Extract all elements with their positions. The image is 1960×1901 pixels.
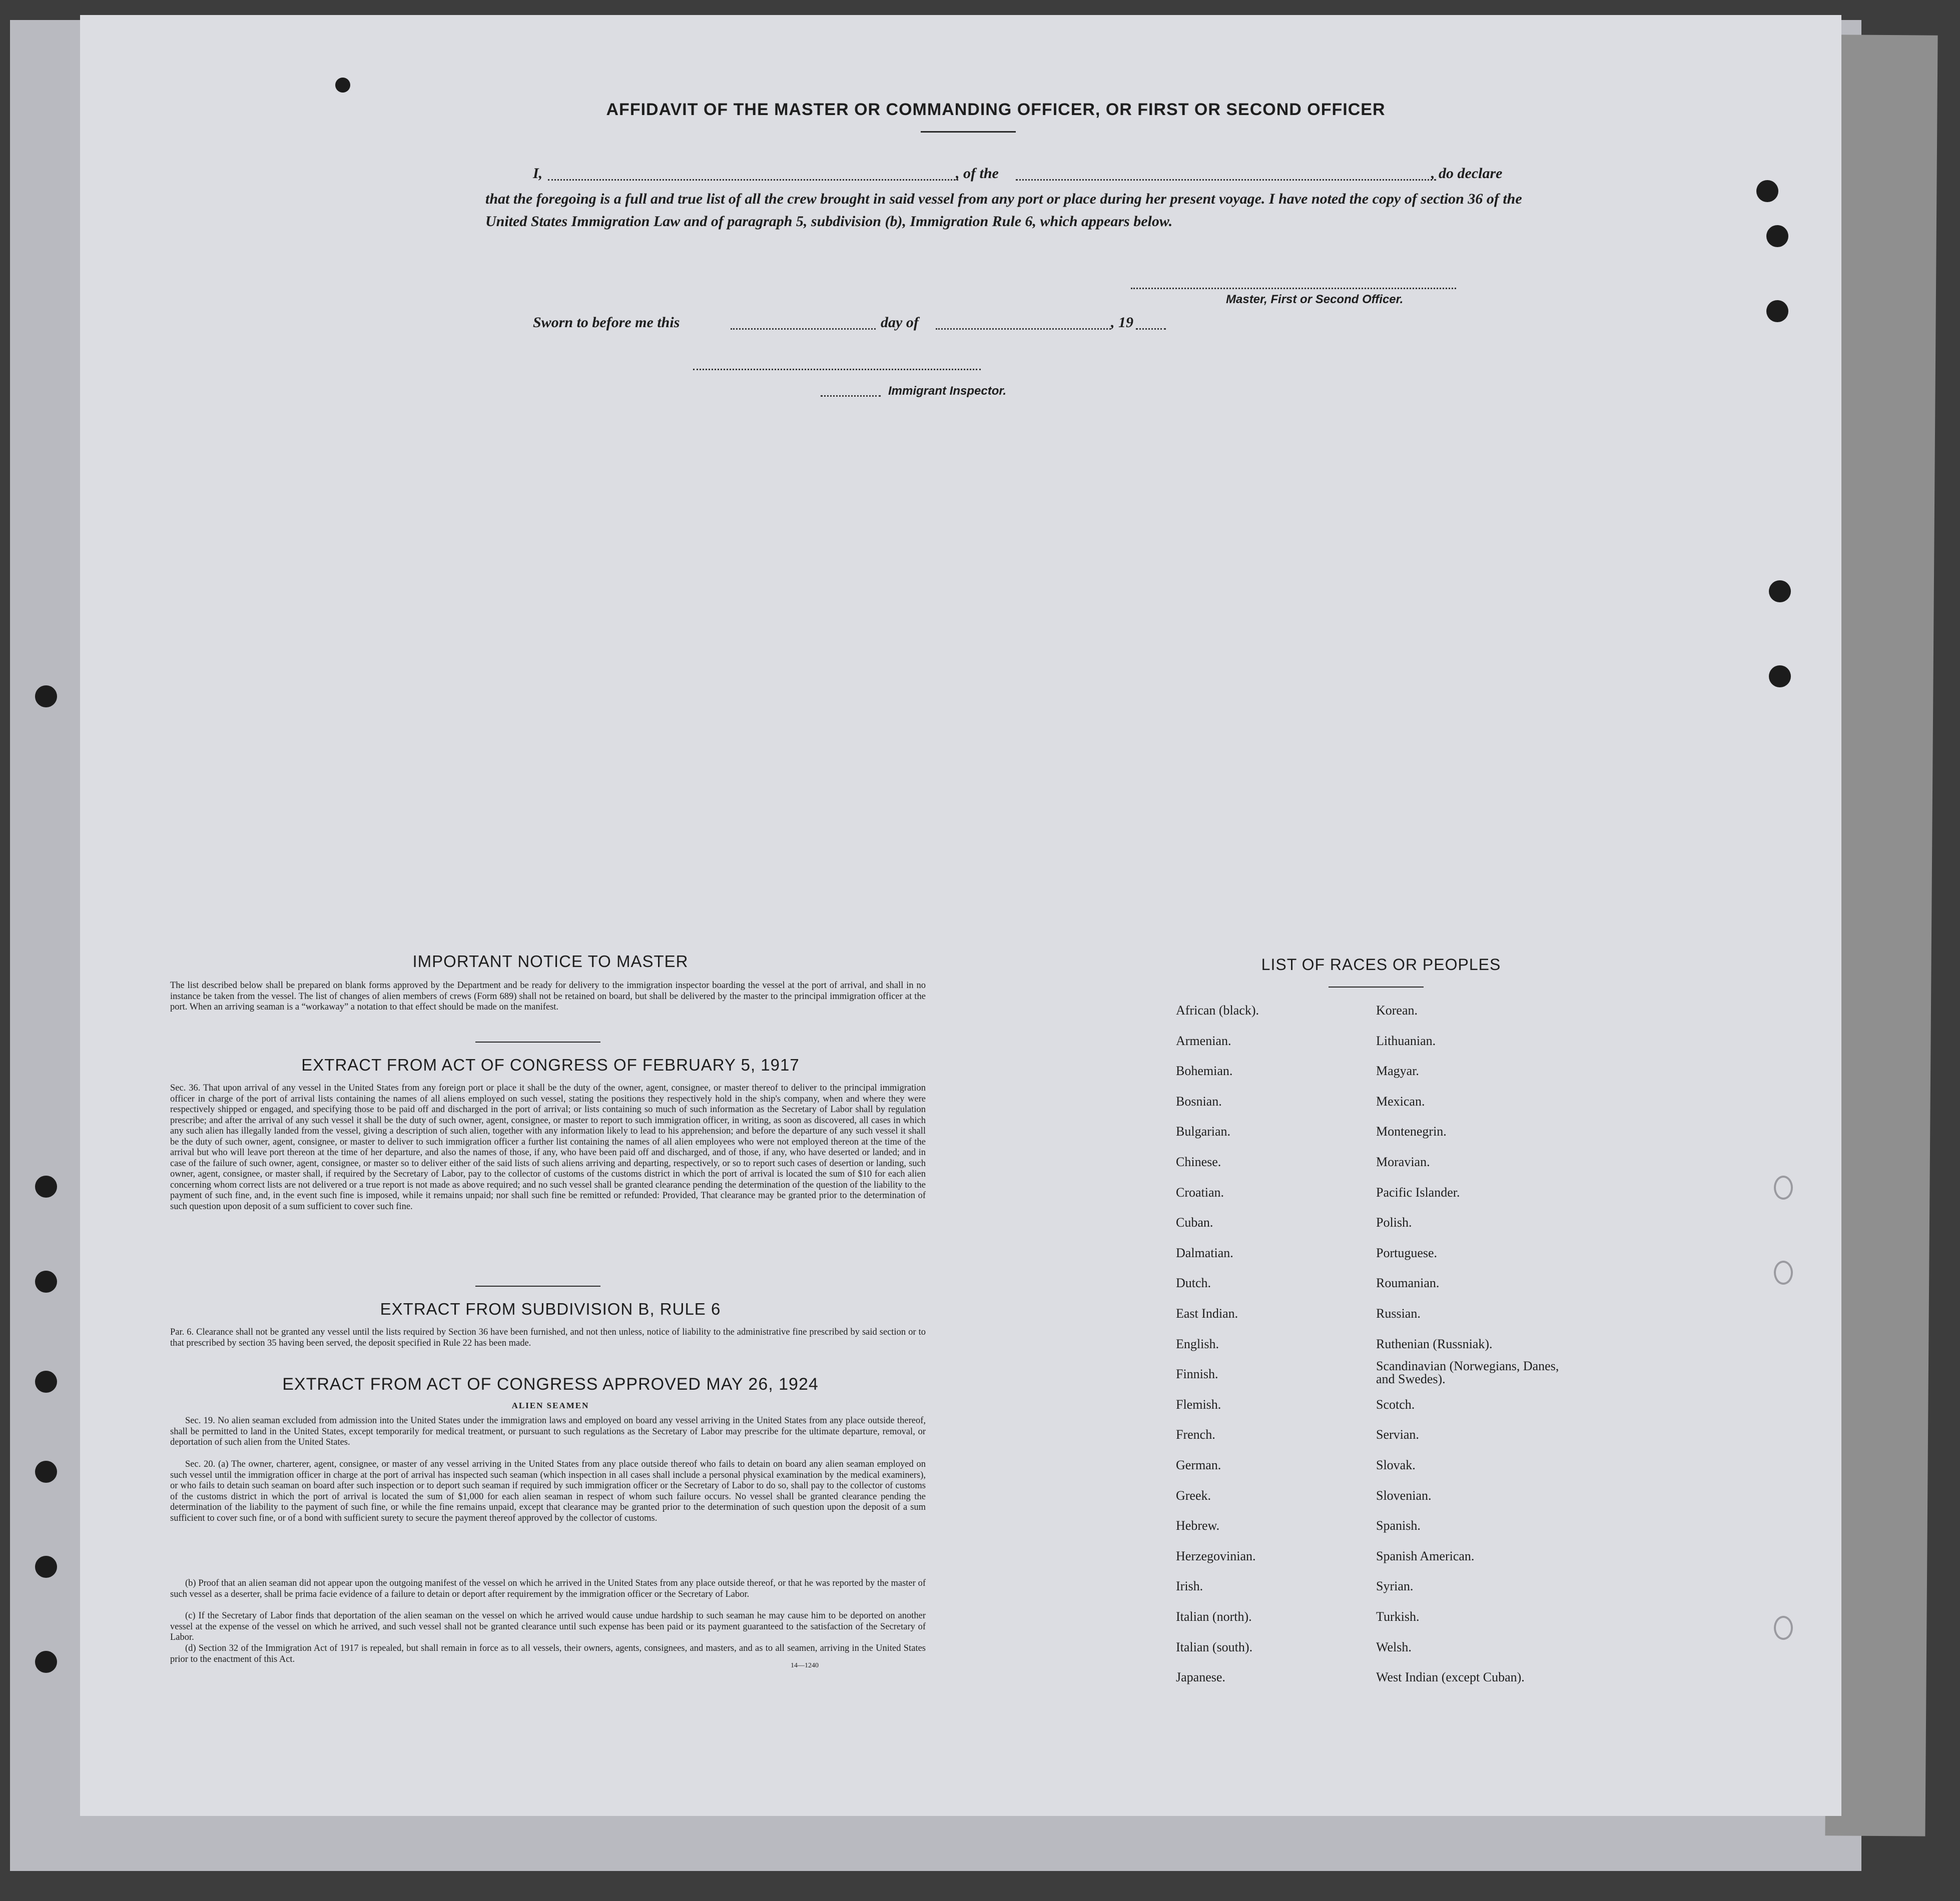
race-item: Scotch. [1376, 1397, 1415, 1412]
binder-hole [35, 1651, 57, 1673]
race-item: Ruthenian (Russniak). [1376, 1336, 1493, 1351]
print-code: 14—1240 [791, 1662, 819, 1669]
race-item: Bosnian. [1176, 1094, 1222, 1109]
race-item: Portuguese. [1376, 1245, 1438, 1260]
binder-hole [35, 1556, 57, 1578]
inspector-short-line [821, 395, 881, 397]
binder-hole [1774, 1176, 1793, 1200]
binder-hole [1769, 665, 1791, 687]
notice-text: The list described below shall be prepared on blank forms approved by the Department and be ready for delivery to the immigration inspector boarding the vessel at the port of arrival, and shall in no instance be taken from the vessel. The list of changes of alien members of crews (Form 689) shall not be retained on board, but shall be delivered by the master to the principal immigration officer at the port. When an arriving seaman is a “workaway” a notation to that effect should be made on the manifest. [170, 981, 926, 1012]
affidavit-paragraph: that the foregoing is a full and true list of all the crew brought in said vessel from any port or place during her present voyage. I have noted the copy of section 36 of the United States Immigration Law and of paragraph 5, subdivision (b), Immigration Rule 6, which appears below. [485, 191, 1522, 230]
divider [475, 1042, 600, 1043]
race-item: Dutch. [1176, 1276, 1211, 1291]
race-item: Herzegovinian. [1176, 1548, 1256, 1563]
race-item: Pacific Islander. [1376, 1185, 1460, 1200]
race-item: Russian. [1376, 1306, 1421, 1321]
year-label: , 19 [1111, 314, 1133, 331]
race-item: Hebrew. [1176, 1518, 1220, 1533]
binder-hole [35, 1461, 57, 1483]
race-item: Servian. [1376, 1427, 1419, 1442]
extract-1917-title: EXTRACT FROM ACT OF CONGRESS OF FEBRUARY 5, 1917 [301, 1056, 800, 1074]
inspector-label: Immigrant Inspector. [888, 384, 1007, 398]
binder-hole [1766, 225, 1788, 247]
race-item: Turkish. [1376, 1609, 1420, 1624]
races-divider [1329, 987, 1424, 988]
race-item: Cuban. [1176, 1215, 1213, 1230]
race-item: Irish. [1176, 1579, 1203, 1594]
extract-rule6-text: Par. 6. Clearance shall not be granted any vessel until the lists required by Section 36 have been furnished, and not then unless, notice of liability to the administrative fine prescribed by said section or to that prescribed by section 35 having been served, the deposit specified in Rule 22 has been made. [170, 1327, 926, 1348]
officer-name-line [548, 179, 958, 181]
year-line [1136, 328, 1166, 330]
master-signature-line [1131, 288, 1456, 289]
master-label: Master, First or Second Officer. [1226, 293, 1404, 306]
race-item: Dalmatian. [1176, 1245, 1233, 1260]
race-item: Welsh. [1376, 1639, 1412, 1654]
race-item: Lithuanian. [1376, 1033, 1436, 1048]
vessel-name-line [1016, 179, 1436, 181]
race-item: Spanish. [1376, 1518, 1421, 1533]
race-item: Slovak. [1376, 1458, 1416, 1472]
race-item: Croatian. [1176, 1185, 1224, 1200]
binder-hole [35, 1271, 57, 1293]
race-item: Roumanian. [1376, 1276, 1440, 1291]
race-item: Flemish. [1176, 1397, 1221, 1412]
binder-hole [335, 78, 350, 93]
alien-seamen-subtitle: ALIEN SEAMEN [511, 1401, 589, 1410]
race-item: Bohemian. [1176, 1064, 1233, 1079]
race-item: Armenian. [1176, 1033, 1231, 1048]
race-item: French. [1176, 1427, 1215, 1442]
race-item: Mexican. [1376, 1094, 1425, 1109]
sec19-text: Sec. 19. No alien seaman excluded from admission into the United States under the immigration laws and employed on board any vessel arriving in the United States from any place outside thereof, shall be permitted to land in the United States, except temporarily for medical treatment, or pursuant to such regulations as the Secretary of Labor may prescribe for the ultimate departure, removal, or deportation of such alien from the United States. [170, 1416, 926, 1447]
month-line [936, 328, 1111, 330]
race-item: Korean. [1376, 1003, 1418, 1018]
manifest-page [80, 15, 1841, 1816]
extract-rule6-title: EXTRACT FROM SUBDIVISION B, RULE 6 [380, 1300, 721, 1318]
binder-hole [1774, 1261, 1793, 1285]
binder-hole [35, 685, 57, 707]
sec20b-text: (b) Proof that an alien seaman did not appear upon the outgoing manifest of the vessel on which he arrived in the United States from any place outside thereof, or that he was reported by the master of such vessel as a deserter, shall be prima facie evidence of a failure to detain or deport after requirement by the immigration officer or the Secretary of Labor. [170, 1578, 926, 1599]
extract-1924-title: EXTRACT FROM ACT OF CONGRESS APPROVED MAY 26, 1924 [282, 1375, 819, 1394]
i-label: I, [533, 165, 543, 182]
race-item: German. [1176, 1458, 1221, 1472]
sec20d-text: (d) Section 32 of the Immigration Act of 1917 is repealed, but shall remain in force as to all vessels, their owners, agents, consignees, and masters, and as to all seamen, arriving in the United States prior to the enactment of this Act. [170, 1643, 926, 1664]
sec20a-text: Sec. 20. (a) The owner, charterer, agent, consignee, or master of any vessel arriving in the United States from any place outside thereof who fails to detain on board any alien seaman employed on such vessel until the immigration officer in charge at the port of arrival has inspected such seaman (which inspection in all cases shall include a personal physical examination by the medical examiners), or who fails to detain such seaman on board after such inspection or to deport such seaman if required by such immigration officer or the Secretary of Labor to do so, shall pay to the collector of customs of the customs district in which the port of arrival is located the sum of $1,000 for each alien seaman in respect of whom such failure occurs. No vessel shall be granted clearance pending the determination of the liability to the payment of such fine, or while the fine remains unpaid, except that clearance may be granted prior to the determination of such question upon the deposit of a sum sufficient to cover such fine, or of a bond with sufficient surety to secure the payment thereof approved by the collector of customs. [170, 1459, 926, 1523]
sec20c-text: (c) If the Secretary of Labor finds that deportation of the alien seaman on the vessel on which he arrived would cause undue hardship to such seaman he may cause him to be deported on another vessel at the expense of the vessel on which he arrived, and such vessel shall not be granted clearance until such expense has been paid or its payment guaranteed to the satisfaction of the Secretary of Labor. [170, 1611, 926, 1642]
divider [475, 1286, 600, 1287]
race-item: Scandinavian (Norwegians, Danes, and Swedes). [1376, 1359, 1559, 1387]
declare-label: , do declare [1431, 165, 1503, 182]
race-item: Montenegrin. [1376, 1124, 1447, 1139]
race-item: English. [1176, 1336, 1219, 1351]
extract-1917-text: Sec. 36. That upon arrival of any vessel in the United States from any foreign port or place it shall be the duty of the owner, agent, consignee, or master thereof to deliver to the principal immigration officer in charge of the port of arrival lists containing the names of all aliens employed on such vessel, stating the positions they respectively hold in the ship's company, when and where they were respectively shipped or engaged, and specifying those to be paid off and discharged in the port of arrival; or lists containing so much of such information as the Secretary of Labor shall by regulation prescribe; and after the arrival of any such vessel it shall be the duty of such owner, agent, consignee, or master to report to such immigration officer, in writing, as soon as discovered, all cases in which any such alien has illegally landed from the vessel, giving a description of such alien, together with any information likely to lead to his apprehension; and before the departure of any such vessel it shall be the duty of such owner, agent, consignee, or master to deliver to such immigration officer a further list containing the names of all alien employees who were not employed thereon at the time of the arrival but who will leave port thereon at the time of her departure, and also the names of those, if any, who have been paid off and discharged, and of those, if any, who have deserted or landed; and in case of the failure of such owner, agent, consignee, or master so to deliver either of the said lists of such aliens arriving and departing, respectively, or so to report such cases of desertion or landing, such owner, agent, consignee, or master shall, if required by the Secretary of Labor, pay to the collector of customs of the customs district in which the port of arrival is located the sum of $10 for each alien concerning whom correct lists are not delivered or a true report is not made as above required; and no such vessel shall be granted clearance pending the determination of the question of the liability to the payment of such fine, and, in the event such fine is imposed, while it remains unpaid; nor shall such fine be remitted or refunded: Provided, That clearance may be granted prior to the determination of such question upon deposit of a sum sufficient to cover such fine. [170, 1083, 926, 1212]
race-item: Magyar. [1376, 1064, 1419, 1079]
race-item: Chinese. [1176, 1155, 1221, 1169]
race-item: Italian (north). [1176, 1609, 1252, 1624]
race-item: Syrian. [1376, 1579, 1414, 1594]
race-item: West Indian (except Cuban). [1376, 1670, 1525, 1685]
race-item: Slovenian. [1376, 1488, 1432, 1503]
notice-title: IMPORTANT NOTICE TO MASTER [412, 952, 689, 971]
race-item: East Indian. [1176, 1306, 1238, 1321]
of-the-label: , of the [956, 165, 999, 182]
inspector-signature-line [693, 369, 981, 370]
races-title: LIST OF RACES OR PEOPLES [1261, 956, 1501, 974]
binder-hole [1756, 180, 1778, 202]
day-line [731, 328, 876, 330]
binder-hole [1769, 580, 1791, 602]
binder-hole [35, 1371, 57, 1393]
day-of-label: day of [881, 314, 919, 331]
race-item: Spanish American. [1376, 1548, 1475, 1563]
title-divider [921, 131, 1016, 133]
race-item: Japanese. [1176, 1670, 1225, 1685]
adjacent-page-edge [1825, 35, 1937, 1836]
race-item: African (black). [1176, 1003, 1259, 1018]
affidavit-title: AFFIDAVIT OF THE MASTER OR COMMANDING OFFICER, OR FIRST OR SECOND OFFICER [606, 100, 1386, 119]
binder-hole [1774, 1616, 1793, 1640]
race-item: Greek. [1176, 1488, 1211, 1503]
race-item: Moravian. [1376, 1155, 1430, 1169]
binder-hole [1766, 300, 1788, 322]
race-item: Italian (south). [1176, 1639, 1253, 1654]
race-item: Finnish. [1176, 1367, 1218, 1382]
binder-hole [35, 1176, 57, 1198]
race-item: Polish. [1376, 1215, 1412, 1230]
sworn-label: Sworn to before me this [533, 314, 680, 331]
race-item: Bulgarian. [1176, 1124, 1231, 1139]
